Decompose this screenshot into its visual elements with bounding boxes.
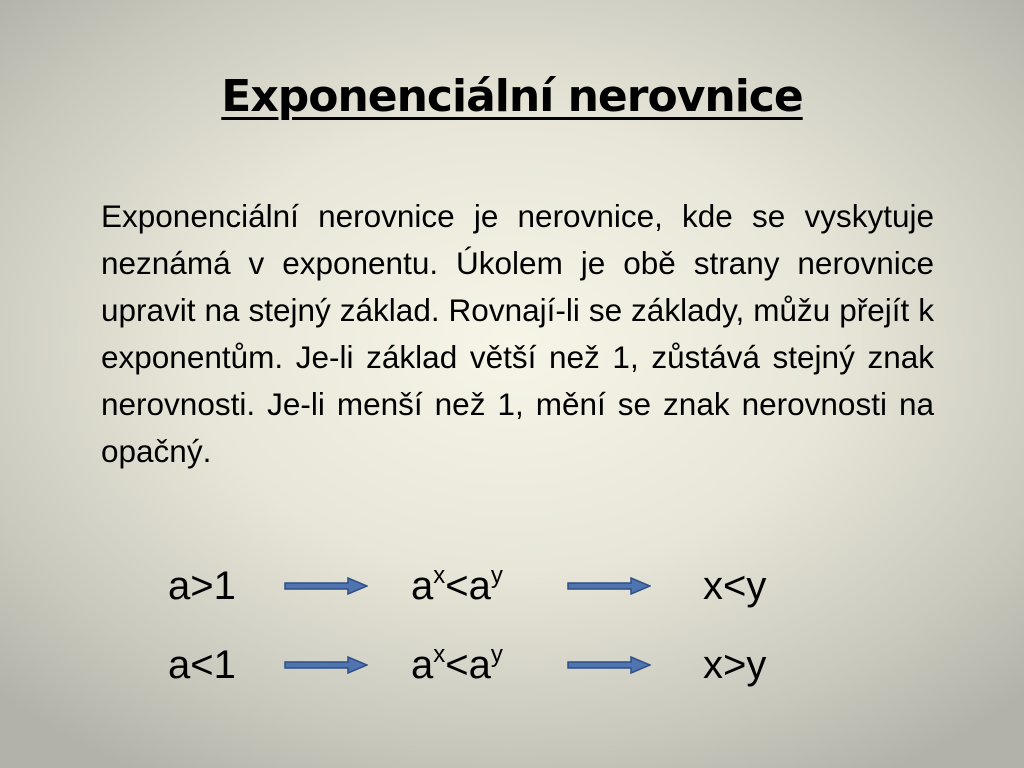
rule-condition: a>1 [168,564,236,608]
inequality-operator: <a [445,643,491,687]
inequality-exponent-y: y [490,641,503,668]
right-arrow-icon [284,655,368,675]
rule-inequality [411,556,503,616]
rule-result: x>y [703,643,767,687]
inequality-base: a [411,564,434,608]
inequality-exponent-x: x [433,562,446,589]
inequality-exponent-y: y [490,562,503,589]
right-arrow-icon [284,576,368,596]
inequality-operator: <a [445,564,491,608]
rule-result: x<y [703,564,767,608]
rule-row-base-less [0,635,1024,695]
rule-row-base-greater [0,556,1024,616]
explanation-paragraph: Exponenciální nerovnice je nerovnice, kde se vyskytuje neznámá v exponentu. Úkolem je obě strany nerovnice upravit na stejný základ. Rovnají-li se základy, můžu přejít k exponentům. Je-li základ větší než 1, zůstává stejný znak nerovnosti. Je-li menší než 1, mění se znak nerovnosti na opačný. [101,198,934,469]
right-arrow-icon [567,655,651,675]
rule-condition: a<1 [168,643,236,687]
right-arrow-icon [567,576,651,596]
inequality-base: a [411,643,434,687]
slide-title-text: Exponenciální nerovnice [221,71,803,122]
inequality-exponent-x: x [433,641,446,668]
slide-title [0,62,1024,132]
rule-inequality [411,635,503,695]
